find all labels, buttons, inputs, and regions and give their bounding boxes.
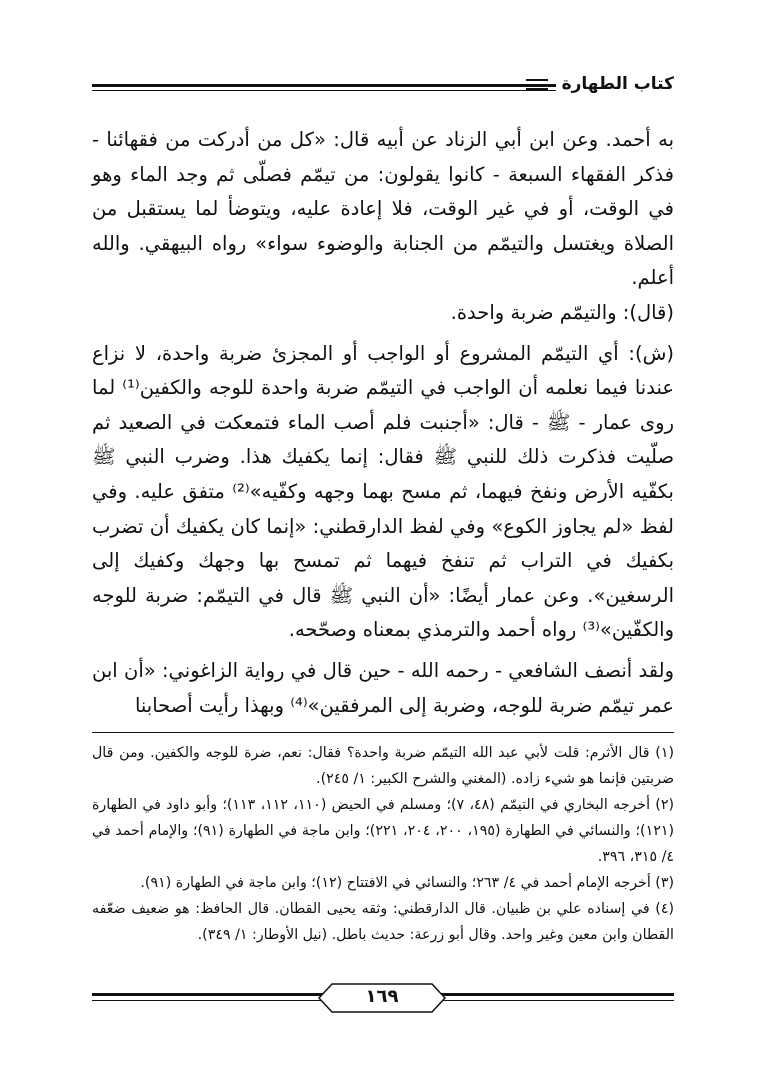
page-number-frame [318, 983, 446, 1013]
footnote-separator [92, 732, 674, 733]
footnote-2: (٢) أخرجه البخاري في التيمّم (٤٨، ٧)؛ ومسلم في الحيض (١١٠، ١١٢، ١١٣)؛ وأبو داود في الطهارة (١٢١)؛ والنسائي في الطهارة (١٩٥، ٢٠٠، ٢٠٤، ٢٢١)؛ وابن ماجة في الطهارة (٩١)؛ والإمام أحمد في ٤/ ٣١٥، ٣٩٦. [92, 797, 675, 865]
header-title [526, 74, 674, 94]
header-rule [92, 84, 556, 91]
footnotes [92, 740, 674, 948]
running-header [92, 72, 674, 102]
header-double-dash-icon [526, 79, 548, 90]
footnote-1: (١) قال الأثرم: قلت لأبي عبد الله التيمّم ضربة واحدة؟ فقال: نعم، ضرة للوجه والكفين. ومن قال ضربتين فإنما هو شيء زاده. (المغني والشرح الكبير: ١/ ٢٤٥). [92, 745, 674, 787]
header-title-text: كتاب الطهارة [561, 74, 674, 94]
footnote-4: (٤) في إسناده علي بن ظبيان. قال الدارقطني: وثقه يحيى القطان. قال الحافظ: هو ضعيف ضعّفه القطان وابن معين وغير واحد. وقال أبو زرعة: حديث باطل. (نيل الأوطار: ١/ ٣٤٩). [92, 901, 674, 943]
paragraph-2: (قال): والتيمّم ضربة واحدة. [450, 300, 674, 324]
footnote-3: (٣) أخرجه الإمام أحمد في ٤/ ٢٦٣؛ والنسائي في الافتتاح (١٢)؛ وابن ماجة في الطهارة (٩١). [140, 875, 674, 891]
main-text [92, 123, 674, 723]
paragraph-1: به أحمد. وعن ابن أبي الزناد عن أبيه قال: «كل من أدركت من فقهائنا - فذكر الفقهاء السبعة - كانوا يقولون: من تيمّم فصلّى ثم وجد الماء وهو في الوقت، أو في غير الوقت، فلا إعادة عليه، ويتوضأ لما يستقبل من الصلاة ويغتسل والتيمّم من الجنابة والوضوء سواء» رواه البيهقي. والله أعلم. [92, 128, 674, 290]
paragraph-3: (ش): أي التيمّم المشروع أو الواجب أو المجزئ ضربة واحدة، لا نزاع عندنا فيما نعلمه أن الواجب في التيمّم ضربة واحدة للوجه والكفين⁽¹⁾ لما روى عمار - ﷺ - قال: «أجنبت فلم أصب الماء فتمعكت في الصعيد ثم صلّيت فذكرت ذلك للنبي ﷺ فقال: إنما يكفيك هذا. وضرب النبي ﷺ بكفّيه الأرض ونفخ فيهما، ثم مسح بهما وجهه وكفّيه»⁽²⁾ متفق عليه. وفي لفظ «لم يجاوز الكوع» وفي لفظ الدارقطني: «إنما كان يكفيك أن تضرب بكفيك في التراب ثم تنفخ فيهما ثم تمسح بها وجهك وكفيك إلى الرسغين». وعن عمار أيضًا: «أن النبي ﷺ قال في التيمّم: ضربة للوجه والكفّين»⁽³⁾ رواه أحمد والترمذي بمعناه وصحّحه. [92, 341, 674, 642]
paragraph-4: ولقد أنصف الشافعي - رحمه الله - حين قال في رواية الزاغوني: «أن ابن عمر تيمّم ضربة للوجه، وضربة إلى المرفقين»⁽⁴⁾ وبهذا رأيت أصحابنا [92, 658, 674, 717]
page-number: ١٦٩ [365, 986, 399, 1007]
